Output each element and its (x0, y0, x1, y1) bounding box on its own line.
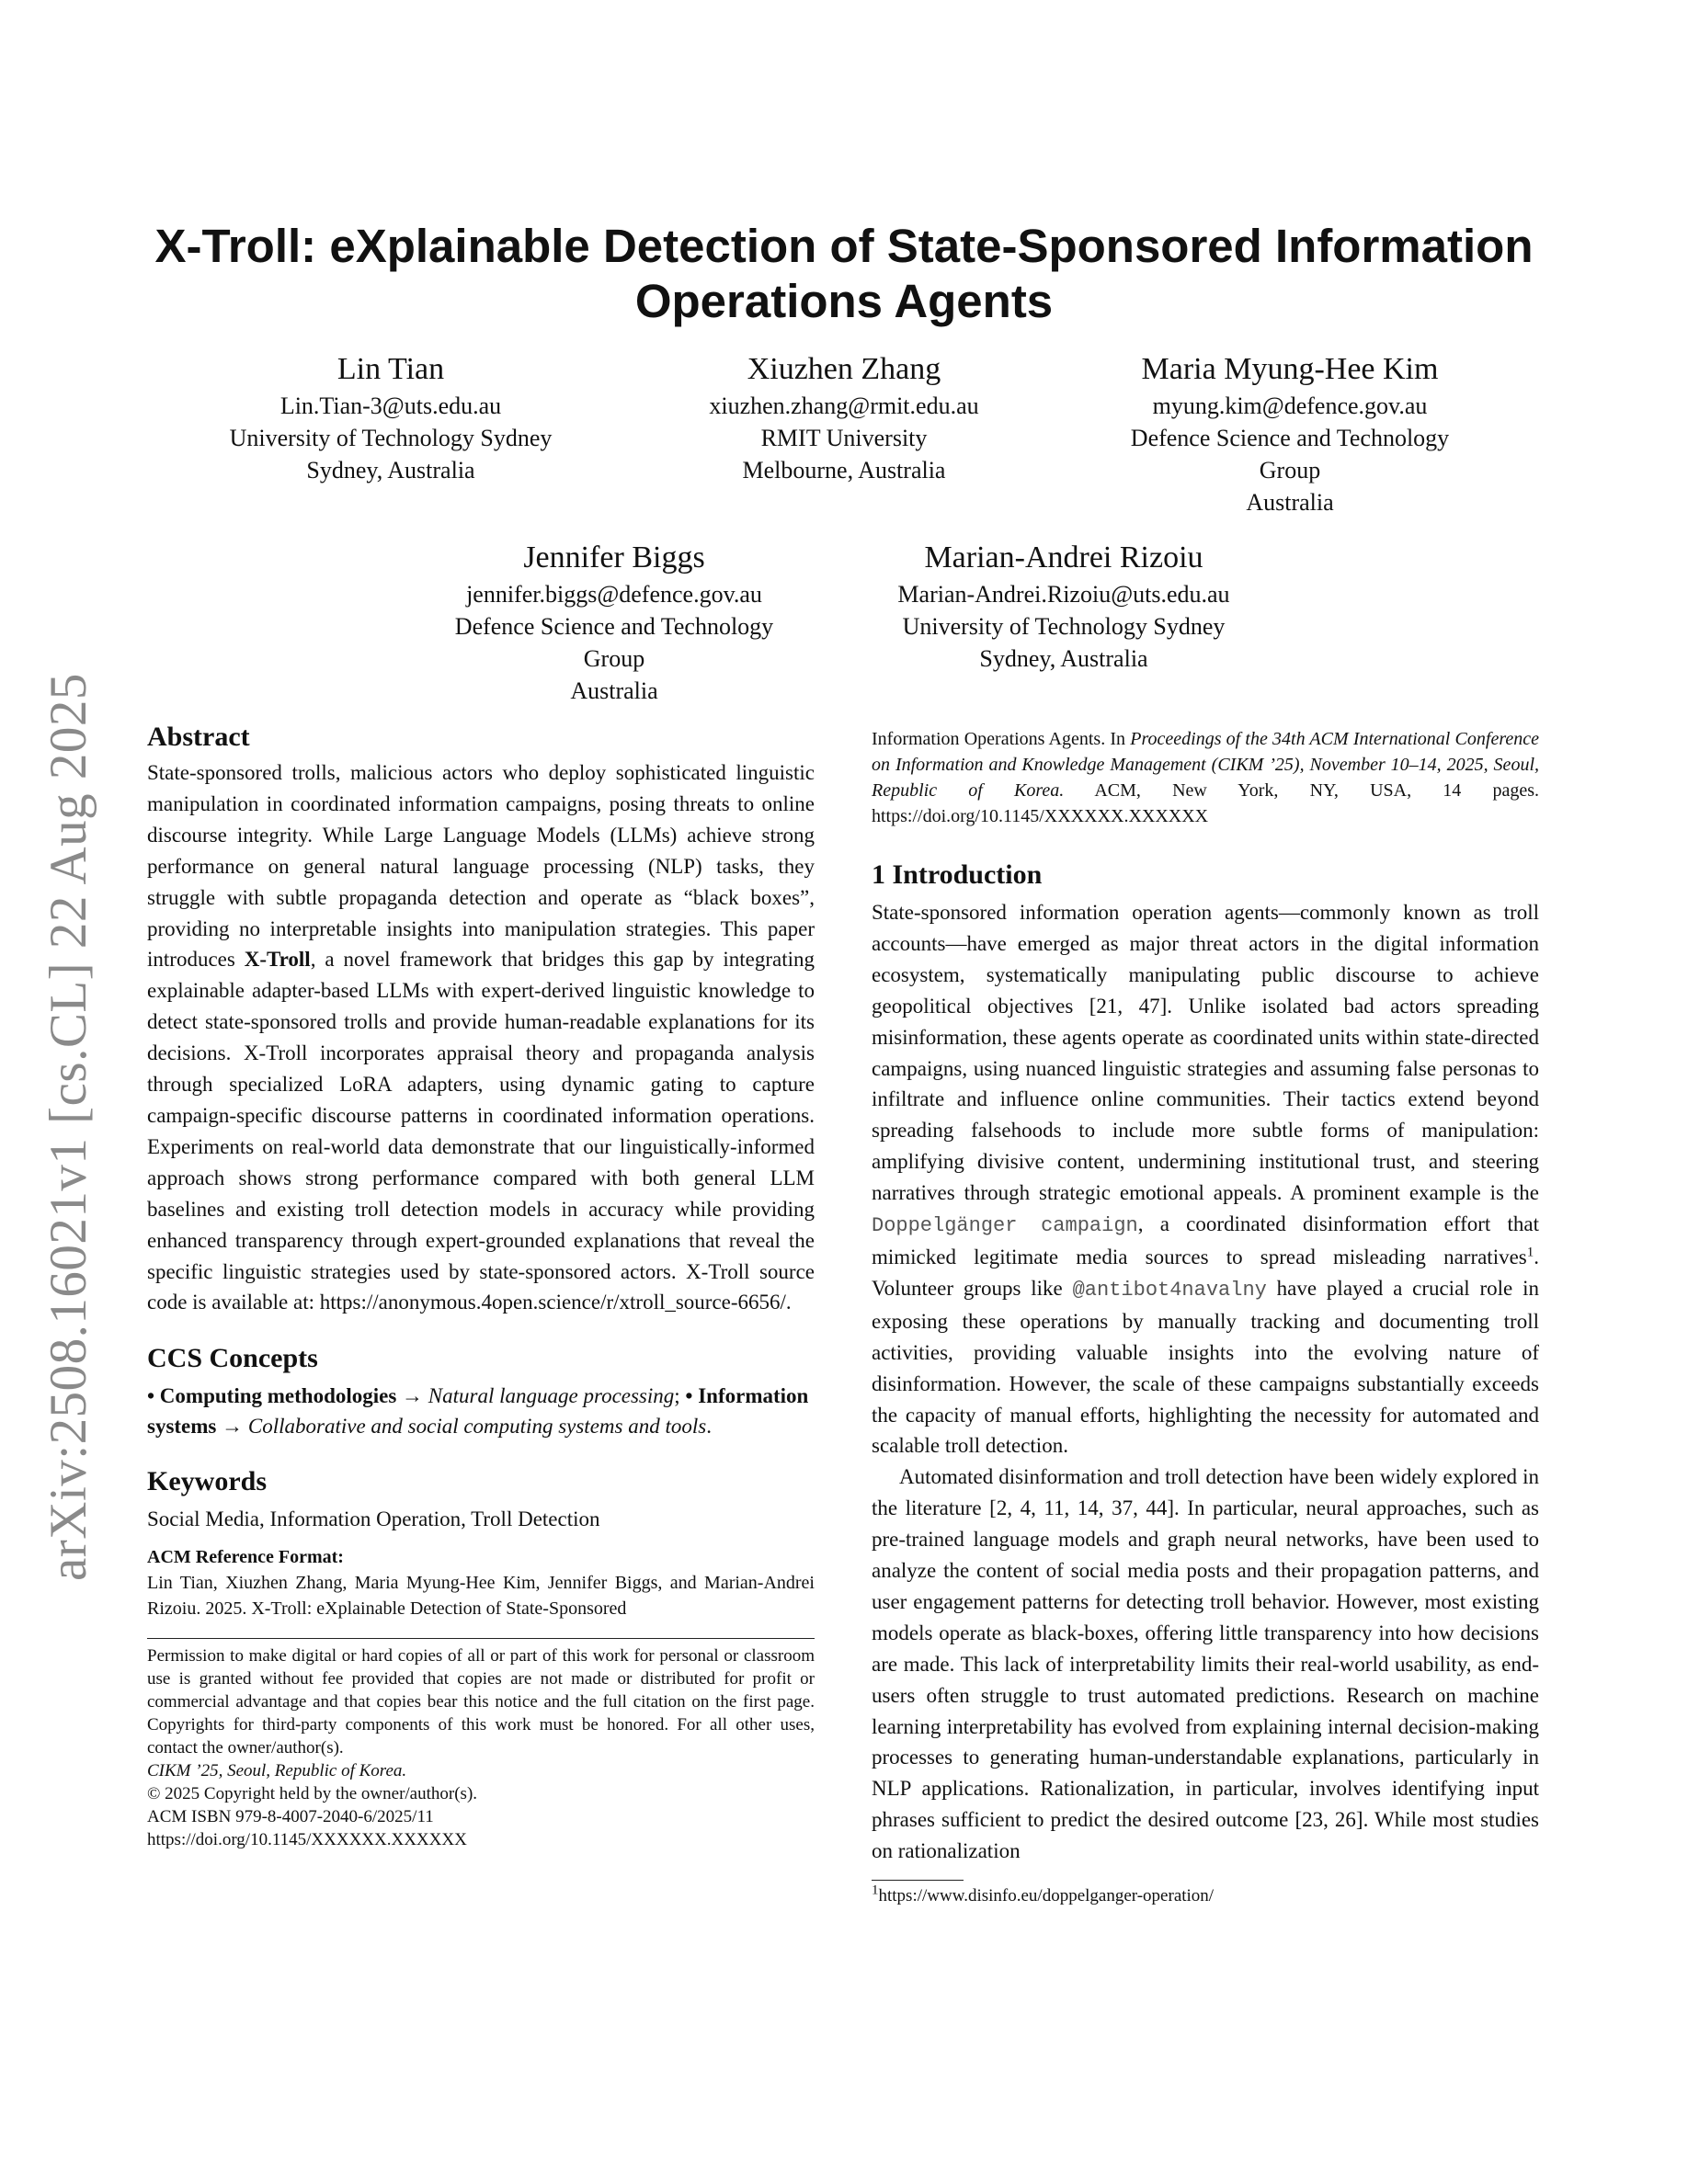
author-name: Lin Tian (336, 352, 445, 386)
keywords-text: Social Media, Information Operation, Troll Detection (147, 1507, 600, 1531)
footnote: $^1$https://www.disinfo.eu/doppelganger-operation/ (872, 1883, 1215, 1906)
arxiv-identifier-stamp: arXiv:2508.16021v1 [cs.CL] 22 Aug 2025 (40, 673, 97, 1581)
abstract-heading: Abstract (147, 722, 250, 752)
author-location: Sydney, Australia (306, 457, 475, 483)
footnote-marker: 1 (1526, 1245, 1534, 1260)
title-line-1: X-Troll: eXplainable Detection of State-Sponsored Information (154, 220, 1534, 272)
acm-reference-text: Lin Tian, Xiuzhen Zhang, Maria Myung-Hee Kim, Jennifer Biggs, and Marian-Andrei Rizoiu. 2025. X-Troll: eXplainable Detection of State-Sponsored (147, 1573, 815, 1620)
author-affiliation: University of Technology Sydney (902, 613, 1226, 640)
introduction-paragraph-1: State-sponsored information operation agents—commonly known as troll accounts—have emerged as major threat actors in the digital information ecosystem, systematically manipulating public discourse to achieve geopolitical objectives [21, 47]. Unlike isolated bad actors spreading misinformation, these agents operate as coordinated units within state-directed campaigns, using nuanced linguistic strategies and assuming false personas to infiltrate and influence online communities. Their tactics extend beyond spreading falsehoods to include more subtle forms of manipulation: amplifying divisive content, undermining institutional trust, and steering narratives through strategic emotional appeals. A prominent example is the Doppelgänger campaign, a coordinated disinformation effort that mimicked legitimate media sources to spread misleading narratives$^1$. Volunteer groups like @antibot4navalny have played a crucial role in exposing these operations by manually tracking and documenting troll activities, providing valuable insights into the evolving nature of disinformation. However, the scale of these campaigns substantially exceeds the capacity of manual efforts, highlighting the necessity for automated and scalable troll detection. (872, 901, 1539, 1458)
conference-venue: CIKM ’25, Seoul, Republic of Korea. (147, 1761, 407, 1781)
copyright-notice: © 2025 Copyright held by the owner/author(s). (147, 1784, 478, 1804)
author-name: Jennifer Biggs (523, 540, 705, 574)
author-location: Sydney, Australia (979, 645, 1148, 672)
introduction-paragraph-2: Automated disinformation and troll detection have been widely explored in the literature [2, 4, 11, 14, 37, 44]. In particular, neural approaches, such as pre-trained language models and graph neural networks, have been used to analyze the content of social media posts and their propagation patterns, and user engagement patterns for detecting troll behavior. However, most existing models operate as black-boxes, offering little transparency into how decisions are made. This lack of interpretability limits their real-world usability, as end-users often struggle to trust automated predictions. Research on machine learning interpretability has evolved from explaining internal decision-making processes to generating human-understandable explanations, particularly in NLP applications. Rationalization, in particular, involves identifying input phrases sufficient to predict the desired outcome [23, 26]. While most studies on rationalization (872, 1465, 1539, 1863)
author-affiliation: Defence Science and Technology (1130, 425, 1450, 451)
author-location: Melbourne, Australia (742, 457, 946, 483)
footnote-divider (872, 1880, 964, 1881)
paper-title (138, 219, 1550, 329)
author-affiliation-cont: Group (583, 645, 645, 672)
permission-divider (147, 1638, 815, 1639)
author-block-2 (637, 349, 1051, 486)
abstract-text: State-sponsored trolls, malicious actors who deploy sophisticated linguistic manipulation in coordinated information campaigns, posing threats to online discourse integrity. While Large Language Models (LLMs) achieve strong performance on general natural language processing (NLP) tasks, they struggle with subtle propaganda detection and operate as “black boxes”, providing no interpretable insights into manipulation strategies. This paper introduces X-Troll, a novel framework that bridges this gap by integrating explainable adapter-based LLMs with expert-derived linguistic knowledge to detect state-sponsored trolls and provide human-readable explanations for its decisions. X-Troll incorporates appraisal theory and propaganda analysis through specialized LoRA adapters, using dynamic gating to capture campaign-specific discourse patterns in coordinated information operations. Experiments on real-world data demonstrate that our linguistically-informed approach shows strong performance compared with both general LLM baselines and existing troll detection models in accuracy while providing enhanced transparency through expert-grounded explanations that reveal the specific linguistic strategies used by state-sponsored actors. X-Troll source code is available at: https://anonymous.4open.science/r/xtroll_source-6656/. (147, 761, 815, 1314)
author-email: Lin.Tian-3@uts.edu.au (279, 392, 502, 419)
right-column (872, 726, 1539, 1907)
author-block-1 (184, 349, 598, 486)
ccs-concepts-text: • Computing methodologies → Natural language processing; • Information systems → Collaborative and social computing systems and tools. (147, 1384, 809, 1439)
author-name: Marian-Andrei Rizoiu (924, 540, 1203, 574)
author-block-4 (407, 538, 821, 707)
acm-reference-heading: ACM Reference Format: (147, 1547, 344, 1568)
author-name: Maria Myung-Hee Kim (1141, 352, 1439, 386)
acm-isbn: ACM ISBN 979-8-4007-2040-6/2025/11 (147, 1807, 434, 1827)
author-affiliation: Defence Science and Technology (454, 613, 774, 640)
ccs-heading: CCS Concepts (147, 1343, 318, 1374)
author-location: Australia (1246, 489, 1334, 516)
author-block-3 (1083, 349, 1497, 518)
author-affiliation: University of Technology Sydney (229, 425, 553, 451)
title-line-2: Operations Agents (634, 275, 1054, 327)
author-name: Xiuzhen Zhang (747, 352, 941, 386)
author-affiliation-cont: Group (1259, 457, 1321, 483)
left-column (147, 719, 815, 1851)
keywords-heading: Keywords (147, 1466, 267, 1497)
permission-notice: Permission to make digital or hard copies of all or part of this work for personal or classroom use is granted without fee provided that copies are not made or distributed for profit or commercial advantage and that copies bear this notice and the full citation on the first page. Copyrights for third-party components of this work must be honored. For all other uses, contact the owner/author(s). (147, 1646, 815, 1758)
campaign-name: Doppelgänger campaign (872, 1214, 1138, 1238)
author-location: Australia (570, 677, 658, 704)
acm-reference-continued: Information Operations Agents. In Proceedings of the 34th ACM International Conference on Information and Knowledge Management (CIKM ’25), November 10–14, 2025, Seoul, Republic of Korea. ACM, New York, NY, USA, 14 pages. https://doi.org/10.1145/XXXXXX.XXXXXX (872, 729, 1539, 826)
author-email: myung.kim@defence.gov.au (1152, 392, 1428, 419)
doi-link: https://doi.org/10.1145/XXXXXX.XXXXXX (147, 1830, 467, 1850)
framework-name: X-Troll (244, 948, 311, 972)
introduction-heading: 1 Introduction (872, 859, 1043, 890)
volunteer-group-handle: @antibot4navalny (1072, 1278, 1267, 1302)
author-email: xiuzhen.zhang@rmit.edu.au (709, 392, 979, 419)
author-email: jennifer.biggs@defence.gov.au (466, 581, 762, 608)
author-affiliation: RMIT University (760, 425, 928, 451)
author-block-5 (857, 538, 1271, 675)
author-email: Marian-Andrei.Rizoiu@uts.edu.au (897, 581, 1230, 608)
